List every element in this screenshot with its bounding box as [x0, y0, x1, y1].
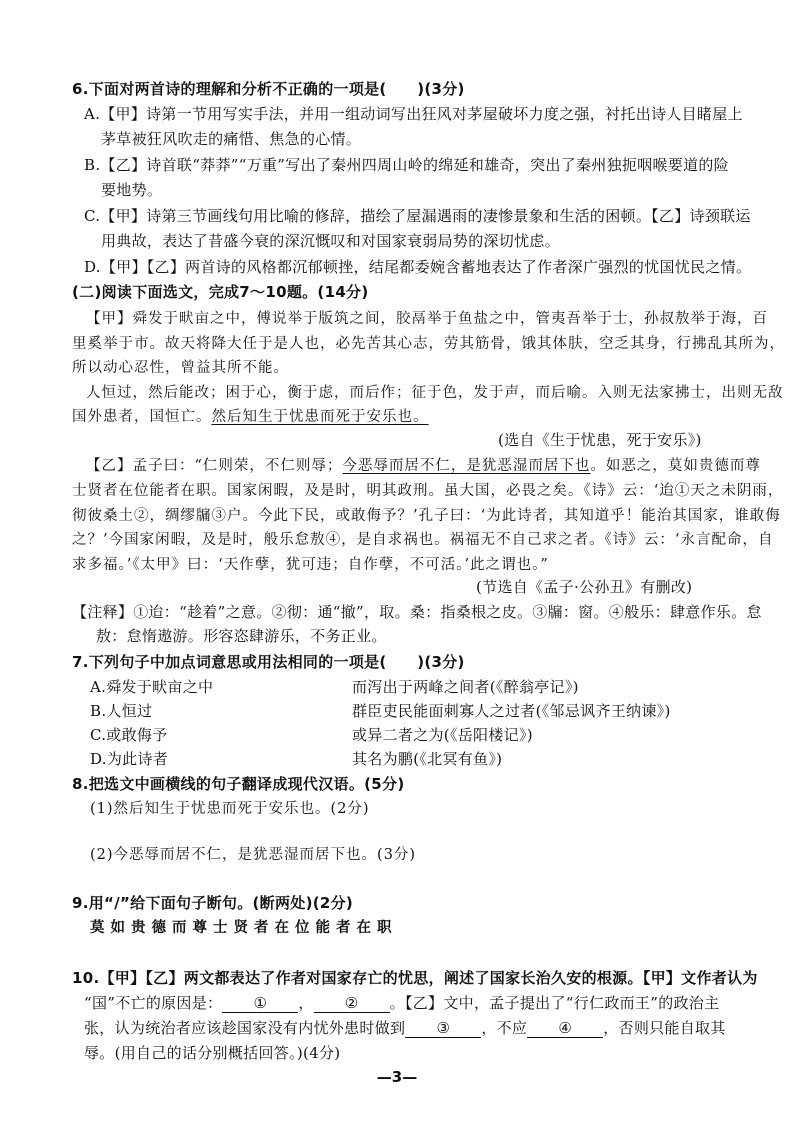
answer-blank-2[interactable]: ②	[314, 995, 390, 1013]
yi-source: (节选自《孟子·公孙丑》有删改)	[476, 578, 693, 596]
yi-line-4: 之？’今国家闲暇，及是时，般乐怠敖④，是自求祸也。祸福无不自己求之者。《诗》云：‘永言配命，自	[72, 532, 774, 548]
q7-option-c-left: C.或敢侮予	[90, 726, 168, 744]
q10-line-3	[84, 1018, 726, 1038]
q7-option-a-left: A.舜发于畎亩之中	[90, 678, 214, 696]
q10-text-2: 张，认为统治者应该趁国家没有内忧外患时做到	[84, 1019, 406, 1037]
answer-blank-3[interactable]: ③	[405, 1020, 481, 1038]
q10-text-4: ，否则只能自取其	[603, 1019, 726, 1037]
yi-line-1	[86, 456, 761, 476]
q7-stem: 7.下列句子中加点词意思或用法相同的一项是( )(3分)	[72, 653, 465, 671]
q7-option-b	[90, 701, 671, 721]
yi-line-3: 彻彼桑土②，绸缪牖③户。今此下民，或敢侮予？’孔子曰：‘为此诗者，其知道乎！能治其国家，谁敢侮	[72, 508, 781, 524]
q7-option-d-right: 其名为鹏(《北冥有鱼》)	[352, 750, 503, 768]
page-number: —3—	[376, 1068, 418, 1086]
q9-stem: 9.用“/”给下面句子断句。(断两处)(2分)	[72, 894, 354, 912]
notes: 【注释】①迨：“趁着”之意。②彻：通“撤”，取。桑：指桑根之皮。③牖：窗。④般乐：肆意作乐。怠	[72, 603, 762, 621]
yi-line-5: 求多福。’《太甲》曰：‘天作孽，犹可违；自作孽，不可活。’此之谓也。”	[72, 557, 549, 573]
q7-option-c-right: 或异二者之为(《岳阳楼记》)	[352, 726, 533, 744]
section-heading: (二)阅读下面选文，完成7～10题。(14分)	[72, 283, 369, 301]
jia-paragraph-2: 人恒过，然后能改；困于心，衡于虑，而后作；征于色，发于声，而后喻。入则无法家拂士，出则无敌	[86, 385, 784, 401]
q6-option-b-cont: 要地势。	[101, 181, 163, 199]
jia-paragraph-1-end: 所以动心忍性，曾益其所不能。	[72, 360, 289, 376]
q6-option-b: B.【乙】诗首联“莽莽”“万重”写出了秦州四周山岭的绵延和雄奇，突出了秦州独扼咽喉要道的险	[84, 156, 729, 174]
q9-sentence: 莫如贵德而尊士贤者在位能者在职	[90, 919, 398, 936]
q6-option-a: A.【甲】诗第一节用写实手法，并用一组动词写出狂风对茅屋破坏力度之强，衬托出诗人目睹屋上	[84, 105, 743, 123]
q7-option-d	[90, 749, 503, 769]
q7-option-b-right: 群臣吏民能面刺寡人之过者(《邹忌讽齐王纳谏》)	[352, 702, 671, 720]
q6-stem: 6.下面对两首诗的理解和分析不正确的一项是( )(3分)	[72, 80, 465, 98]
q6-option-a-cont: 茅草被狂风吹走的痛惜、焦急的心情。	[101, 130, 362, 148]
q10-text: “国”不亡的原因是：	[84, 994, 223, 1012]
q7-option-b-left: B.人恒过	[90, 702, 153, 720]
yi-text-cont: 。如恶之，莫如贵德而尊	[590, 458, 761, 474]
jia-source: (选自《生于忧患，死于安乐》)	[498, 431, 702, 449]
q10-comma: ，	[298, 994, 314, 1012]
q7-option-a	[90, 677, 579, 697]
q8-sentence-2: (2)今恶辱而居不仁，是犹恶湿而居下也。(3分)	[90, 847, 417, 863]
yi-underlined-sentence: 今恶辱而居不仁，是犹恶湿而居下也	[342, 458, 591, 474]
q8-stem: 8.把选文中画横线的句子翻译成现代汉语。(5分)	[72, 775, 405, 793]
q7-option-a-right: 而泻出于两峰之间者(《醉翁亭记》)	[352, 678, 579, 696]
jia-paragraph-2-end	[72, 407, 429, 427]
q10-text-3: ，不应	[481, 1019, 528, 1037]
q7-option-d-left: D.为此诗者	[90, 750, 169, 768]
jia-paragraph-1: 【甲】舜发于畎亩之中，傅说举于版筑之间，胶鬲举于鱼盐之中，管夷吾举于士，孙叔敖举于海，百	[86, 311, 768, 327]
yi-text: 【乙】孟子曰：“仁则荣，不仁则辱；	[86, 458, 343, 474]
jia-paragraph-1-cont: 里奚举于市。故天将降大任于是人也，必先苦其心志，劳其筋骨，饿其体肤，空乏其身，行拂乱其所为，	[72, 336, 785, 352]
q10-text-cont: 。【乙】文中，孟子提出了“行仁政而王”的政治主	[389, 994, 720, 1012]
yi-line-2: 士贤者在位能者在职。国家闲暇，及是时，明其政刑。虽大国，必畏之矣。《诗》云：‘迨①天之未阴雨，	[72, 483, 784, 499]
q6-option-d: D.【甲】【乙】两首诗的风格都沉郁顿挫，结尾都委婉含蓄地表达了作者深广强烈的忧国忧民之情。	[84, 258, 752, 276]
q10-line-2	[84, 993, 719, 1013]
q6-option-c: C.【甲】诗第三节画线句用比喻的修辞，描绘了屋漏遇雨的凄惨景象和生活的困顿。【乙】诗颈联运	[84, 207, 751, 225]
q10-line-4: 辱。(用自己的话分别概括回答。)(4分)	[84, 1044, 341, 1062]
q10-stem: 10.【甲】【乙】两文都表达了作者对国家存亡的忧思，阐述了国家长治久安的根源。【甲】文作者认为	[72, 969, 758, 987]
q6-option-c-cont: 用典故，表达了昔盛今衰的深沉慨叹和对国家衰弱局势的深切忧虑。	[101, 232, 561, 250]
answer-blank-1[interactable]: ①	[222, 995, 298, 1013]
q7-option-c	[90, 725, 533, 745]
jia-underlined-sentence: 然后知生于忧患而死于安乐也。	[211, 409, 429, 425]
q8-sentence-1: (1)然后知生于忧患而死于安乐也。(2分)	[90, 801, 370, 817]
notes-cont: 敖：怠惰遨游。形容恣肆游乐，不务正业。	[96, 627, 387, 645]
answer-blank-4[interactable]: ④	[527, 1020, 603, 1038]
jia-text: 国外患者，国恒亡。	[72, 409, 212, 425]
